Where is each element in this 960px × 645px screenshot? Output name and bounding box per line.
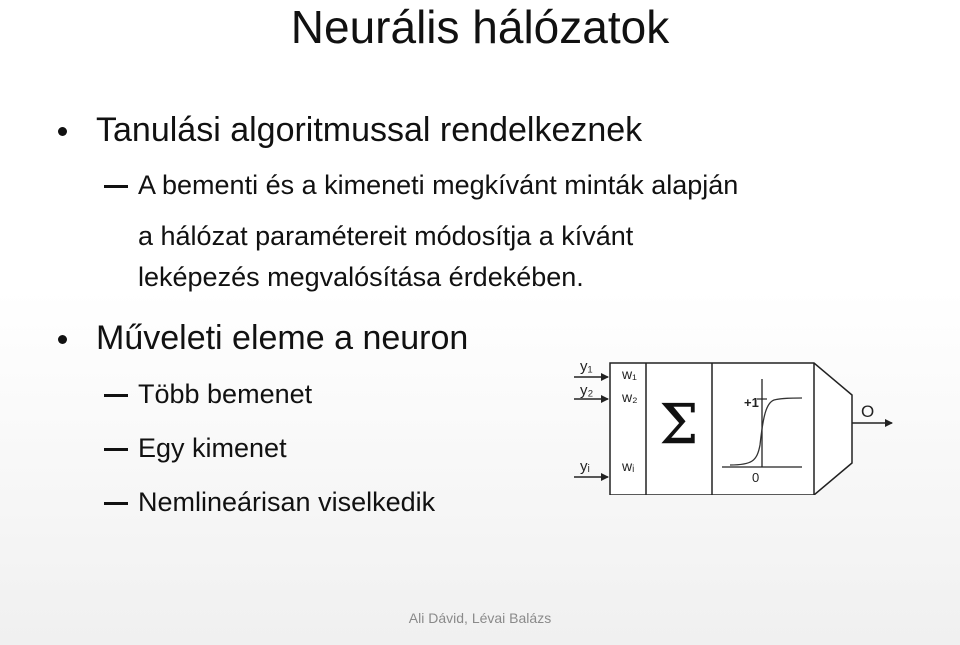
bullet-dot-icon [58, 335, 67, 344]
dash-icon [104, 502, 128, 505]
neuron-diagram [552, 355, 902, 495]
weight-label-2: w₂ [622, 389, 638, 405]
bullet-text: Műveleti eleme a neuron [96, 319, 469, 357]
sub-bullet-item [104, 378, 524, 410]
input-label-i: yᵢ [580, 458, 590, 475]
dash-icon [104, 185, 128, 188]
sub-bullet-text: A bementi és a kimeneti megkívánt minták alapján [138, 170, 739, 200]
sigmoid-zero-label: 0 [752, 470, 760, 485]
slide-footer: Ali Dávid, Lévai Balázs [408, 610, 552, 626]
sum-symbol-icon: Σ [659, 393, 699, 456]
bullet-item [52, 318, 552, 358]
dash-icon [104, 394, 128, 397]
weight-label-1: w₁ [622, 366, 637, 382]
dash-icon [104, 448, 128, 451]
slide-title: Neurális hálózatok [290, 1, 670, 53]
sub-bullet-line: a hálózat paramétereit módosítja a kívánt [138, 221, 634, 251]
neuron-box [610, 363, 852, 495]
sub-bullet-item [104, 432, 524, 464]
bullet-item [52, 110, 932, 150]
weight-label-i: wᵢ [622, 458, 635, 474]
output-label: O [861, 402, 875, 421]
bullet-text: Tanulási algoritmussal rendelkeznek [96, 111, 643, 149]
sub-bullet-text: Több bemenet [138, 379, 313, 409]
input-label-2: y₂ [580, 382, 594, 399]
bullet-dot-icon [58, 127, 67, 136]
sub-bullet-continuation [138, 217, 918, 299]
sub-bullet-line: leképezés megvalósítása érdekében. [138, 262, 584, 292]
sub-bullet-item [104, 486, 534, 518]
sub-bullet-text: Nemlineárisan viselkedik [138, 487, 436, 517]
input-label-1: y₁ [580, 358, 593, 375]
sub-bullet-text: Egy kimenet [138, 433, 287, 463]
sub-bullet-item [104, 169, 904, 201]
sigmoid-plus-one-label: +1 [744, 395, 759, 410]
